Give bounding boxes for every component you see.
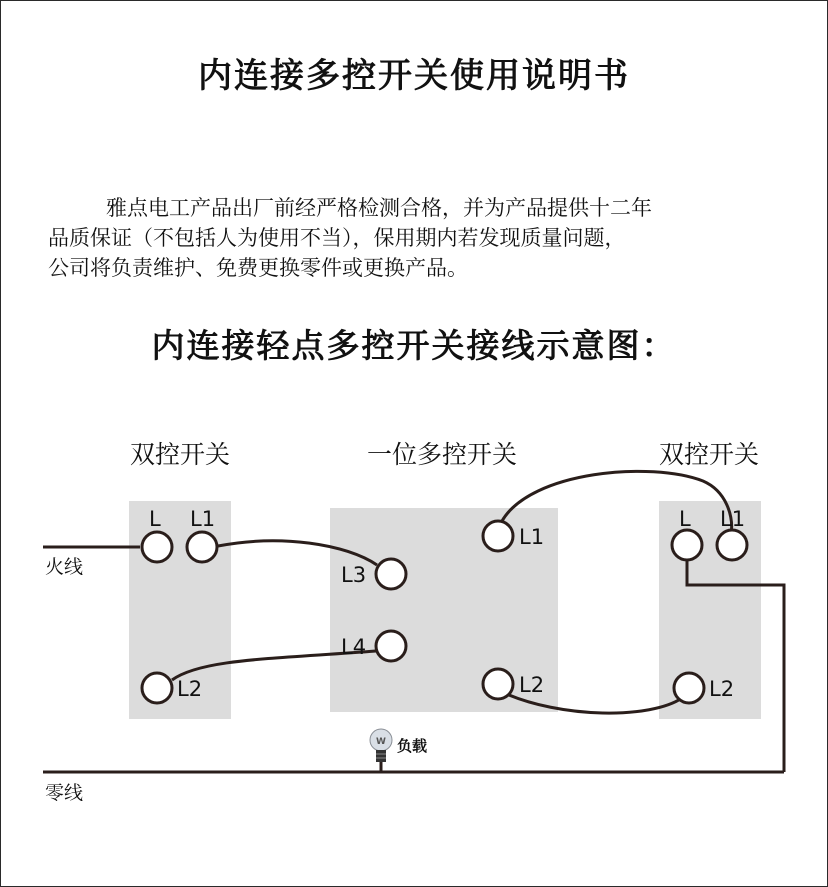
intro-line-1: 雅点电工产品出厂前经严格检测合格，并为产品提供十二年 bbox=[106, 196, 652, 220]
terminal-right-L1 bbox=[717, 530, 747, 560]
intro-line-3: 公司将负责维护、免费更换零件或更换产品。 bbox=[48, 256, 468, 280]
terminal-right-L2 bbox=[674, 673, 704, 703]
terminal-right-L bbox=[672, 530, 702, 560]
label-left-L2: L2 bbox=[177, 677, 203, 701]
middle-switch-label: 一位多控开关 bbox=[366, 440, 518, 469]
label-mid-L2: L2 bbox=[519, 673, 545, 697]
label-mid-L1: L1 bbox=[519, 525, 545, 549]
right-switch-label: 双控开关 bbox=[658, 440, 760, 469]
label-right-L: L bbox=[679, 507, 691, 531]
terminal-left-L bbox=[142, 532, 172, 562]
terminal-left-L1 bbox=[187, 532, 217, 562]
label-left-L: L bbox=[149, 507, 161, 531]
terminal-mid-L1 bbox=[483, 521, 513, 551]
left-switch-label: 双控开关 bbox=[129, 440, 231, 469]
switch-panels bbox=[129, 501, 761, 719]
label-right-L1: L1 bbox=[720, 507, 746, 531]
bulb-mark: W bbox=[376, 737, 386, 747]
label-mid-L4: L4 bbox=[341, 635, 367, 659]
terminal-mid-L3 bbox=[376, 559, 406, 589]
label-mid-L3: L3 bbox=[341, 563, 367, 587]
diagram-title: 内连接轻点多控开关接线示意图： bbox=[151, 326, 677, 365]
intro-line-2: 品质保证（不包括人为使用不当），保用期内若发现质量问题， bbox=[48, 226, 626, 250]
live-wire-label: 火线 bbox=[45, 556, 84, 578]
page-title: 内连接多控开关使用说明书 bbox=[198, 56, 630, 96]
terminal-left-L2 bbox=[142, 673, 172, 703]
load-label: 负载 bbox=[397, 737, 428, 755]
intro-paragraph bbox=[48, 196, 652, 280]
terminal-mid-L2 bbox=[483, 669, 513, 699]
bulb-icon bbox=[370, 729, 392, 762]
terminal-mid-L4 bbox=[376, 631, 406, 661]
label-right-L2: L2 bbox=[709, 677, 735, 701]
neutral-wire-label: 零线 bbox=[45, 782, 84, 804]
instruction-canvas bbox=[1, 1, 827, 886]
label-left-L1: L1 bbox=[190, 507, 216, 531]
